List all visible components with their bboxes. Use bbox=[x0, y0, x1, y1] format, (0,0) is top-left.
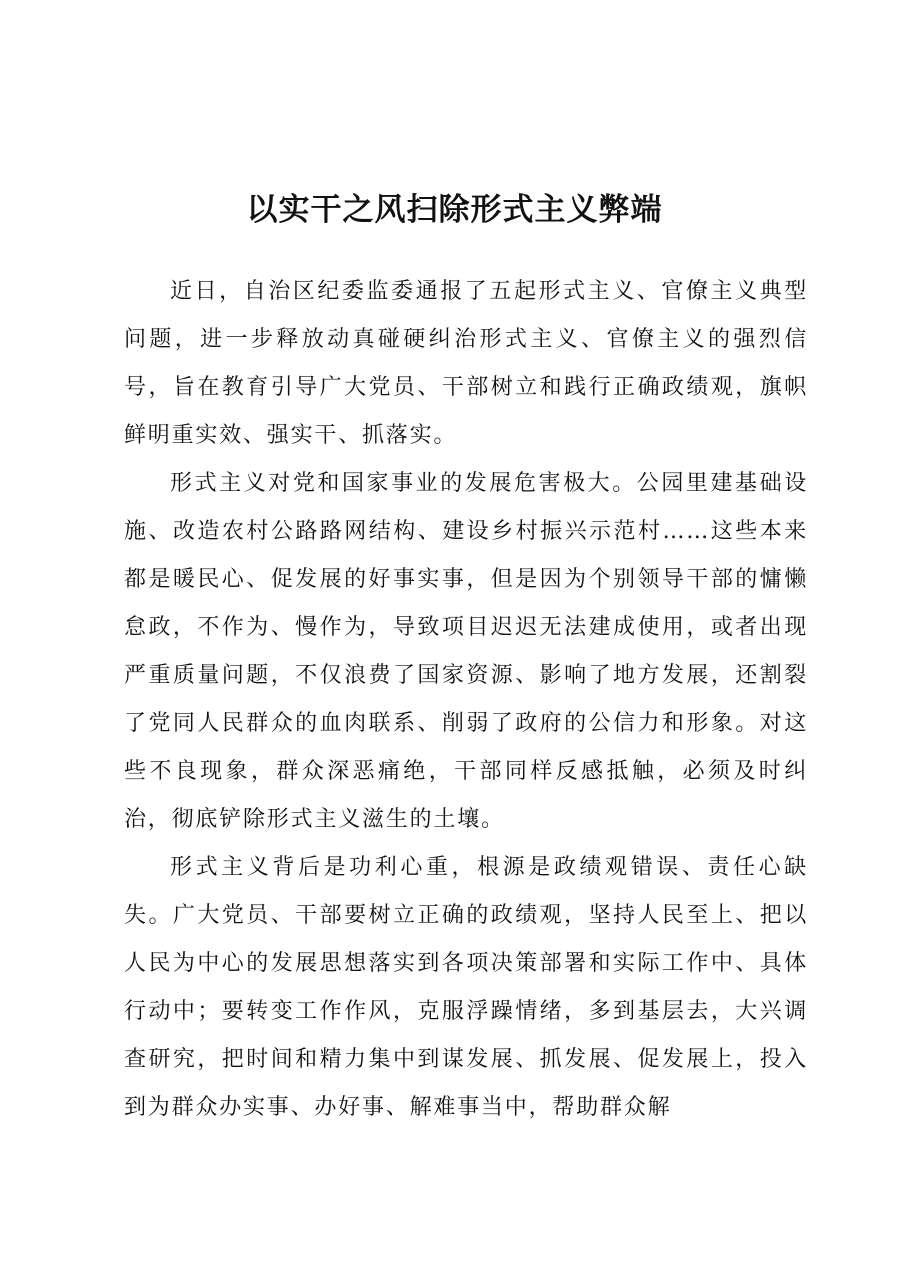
paragraph-2: 形式主义对党和国家事业的发展危害极大。公园里建基础设施、改造农村公路路网结构、建设乡村振兴示范村……这些本来都是暖民心、促发展的好事实事，但是因为个别领导干部的慵懒怠政，不作为、慢作为，导致项目迟迟无法建成使用，或者出现严重质量问题，不仅浪费了国家资源、影响了地方发展，还割裂了党同人民群众的血肉联系、削弱了政府的公信力和形象。对这些不良现象，群众深恶痛绝，干部同样反感抵触，必须及时纠治，彻底铲除形式主义滋生的土壤。 bbox=[124, 471, 808, 832]
document-body bbox=[124, 268, 808, 1132]
paragraph-3: 形式主义背后是功利心重，根源是政绩观错误、责任心缺失。广大党员、干部要树立正确的政绩观，坚持人民至上、把以人民为中心的发展思想落实到各项决策部署和实际工作中、具体行动中；要转变工作作风，克服浮躁情绪，多到基层去，大兴调查研究，把时间和精力集中到谋发展、抓发展、促发展上，投入到为群众办实事、办好事、解难事当中，帮助群众解 bbox=[124, 855, 808, 1120]
paragraph-1: 近日，自治区纪委监委通报了五起形式主义、官僚主义典型问题，进一步释放动真碰硬纠治形式主义、官僚主义的强烈信号，旨在教育引导广大党员、干部树立和践行正确政绩观，旗帜鲜明重实效、强实干、抓落实。 bbox=[124, 279, 808, 448]
document-title: 以实干之风扫除形式主义弊端 bbox=[246, 192, 663, 228]
